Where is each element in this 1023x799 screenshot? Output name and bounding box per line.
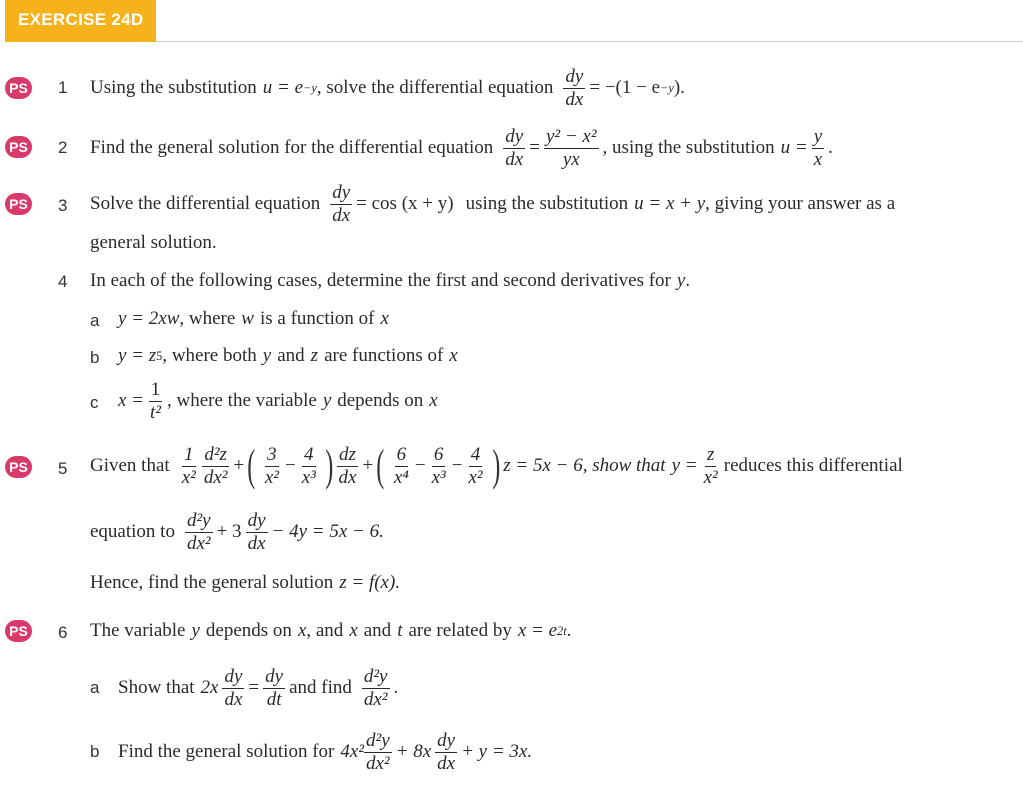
- q6-text: The variable: [90, 620, 186, 641]
- question-5-line-2: [90, 504, 384, 560]
- q6b-plus: + 8x: [395, 741, 432, 762]
- q2-rhs-den: yx: [562, 148, 580, 170]
- q4b-text-2: are functions of: [324, 345, 444, 366]
- q3-substitution: u = x + y: [634, 193, 706, 214]
- q6b-f2-num: dy: [437, 729, 456, 751]
- q5-d-num: dz: [339, 443, 356, 465]
- q6a-f1-num: dy: [224, 665, 243, 687]
- q6-text-5: are related by: [408, 620, 512, 641]
- q2-rhs-fraction: [544, 127, 599, 170]
- q6-relation-exponent: 2t: [557, 623, 567, 638]
- q5-c1-num: 3: [267, 443, 277, 465]
- q4c-var: y: [322, 390, 332, 411]
- question-6: [90, 620, 571, 642]
- q4b-and: and: [277, 345, 305, 366]
- q5-plus-2: +: [362, 455, 374, 476]
- q5-g-num: d²y: [186, 509, 211, 531]
- q4a-text: , where: [179, 308, 236, 329]
- question-2: [90, 122, 833, 174]
- part-label: a: [90, 311, 100, 330]
- q5-frac-e1: [392, 445, 411, 488]
- q4b-var-2: z: [310, 345, 319, 366]
- q6-relation-end: .: [566, 620, 572, 641]
- q5-text-3: equation to: [90, 521, 175, 542]
- q6a-f1-den: dx: [224, 688, 243, 710]
- ps-badge: PS: [5, 136, 32, 158]
- q5-frac-c1: [263, 445, 281, 488]
- q5-solution: z = f(x).: [339, 572, 401, 593]
- q6b-coefficient: 4x²: [340, 741, 364, 762]
- q5-frac-d: [337, 445, 359, 488]
- q5-frac-h: [246, 511, 268, 554]
- q2-derivative: [503, 127, 525, 170]
- q5-text: Given that: [90, 455, 170, 476]
- ps-badge: PS: [5, 77, 32, 99]
- q6a-frac-1: [222, 667, 244, 710]
- q4b-expr: y = z: [118, 345, 157, 366]
- q1-text-2: , solve the differential equation: [316, 77, 554, 98]
- q5-e2-num: 6: [433, 443, 444, 465]
- question-4b: [118, 345, 458, 367]
- right-paren: ): [325, 441, 334, 490]
- exercise-title: EXERCISE 24D: [18, 10, 144, 29]
- q4c-text: , where the variable: [167, 390, 317, 411]
- q6b-text: Find the general solution for: [118, 741, 335, 762]
- q5-e1-num: 6: [396, 443, 407, 465]
- q4c-var-2: x: [429, 390, 438, 411]
- q5-a-den: x²: [181, 466, 196, 488]
- q5-frac-e2: [430, 445, 448, 488]
- question-6a: [118, 660, 398, 716]
- q5-plus-3: + 3: [216, 521, 242, 542]
- q2-derivative-den: dx: [505, 148, 524, 170]
- q6a-equals: =: [248, 677, 260, 698]
- q4b-exponent: 5: [156, 348, 163, 363]
- q4c-text-2: depends on: [337, 390, 424, 411]
- q2-sub-num: y: [813, 125, 823, 147]
- q6-var-2: x: [297, 620, 307, 641]
- q5-frac-g: [185, 511, 213, 554]
- q1-rhs: = −(1 − e: [589, 77, 661, 98]
- q3-rhs: = cos (x + y): [356, 193, 454, 214]
- question-6b: [118, 724, 532, 780]
- q5-g-den: dx²: [186, 532, 211, 554]
- q4-end: .: [685, 270, 691, 291]
- q3-text-3: , giving your answer as a: [705, 193, 896, 214]
- q3-text: Solve the differential equation: [90, 193, 321, 214]
- part-label: c: [90, 393, 99, 412]
- q6a-f3-num: d²y: [363, 665, 388, 687]
- q4-text: In each of the following cases, determine the first and second derivatives for: [90, 270, 671, 291]
- q1-text: Using the substitution: [90, 77, 257, 98]
- q5-e3-den: x²: [468, 466, 483, 488]
- q1-sub-exponent: −y: [303, 80, 317, 95]
- question-3: [90, 178, 895, 230]
- q1-rhs-exponent: −y: [660, 80, 674, 95]
- q5-b-num: d²z: [204, 443, 227, 465]
- q2-text-2: , using the substitution: [602, 137, 775, 158]
- q5-frac-c2: [300, 445, 318, 488]
- q5-h-num: dy: [247, 509, 266, 531]
- q5-rest: − 4y = 5x − 6.: [271, 521, 384, 542]
- q5-plus: +: [233, 455, 245, 476]
- question-number: 5: [58, 459, 68, 478]
- q2-derivative-num: dy: [505, 125, 524, 147]
- left-paren: (: [376, 441, 385, 490]
- q4-var: y: [676, 270, 686, 291]
- q5-frac-e3: [466, 445, 484, 488]
- q1-derivative-den: dx: [565, 88, 584, 110]
- q5-h-den: dx: [247, 532, 266, 554]
- q5-minus-3: −: [451, 455, 463, 476]
- q2-rhs-num: y² − x²: [545, 125, 597, 147]
- q4a-var: w: [241, 308, 254, 329]
- question-5-line-3: [90, 572, 400, 594]
- q6b-f1-den: dx²: [366, 752, 390, 774]
- q5-sub-fraction: [702, 445, 720, 488]
- q5-d-den: dx: [338, 466, 357, 488]
- q5-text-2: reduces this differential: [723, 455, 903, 476]
- question-number: 4: [58, 272, 68, 291]
- q2-sub-fraction: [812, 127, 824, 170]
- q2-text: Find the general solution for the differential equation: [90, 137, 494, 158]
- q6a-end: .: [393, 677, 399, 698]
- exercise-header-tab: [5, 0, 156, 42]
- q5-minus: −: [284, 455, 296, 476]
- question-4a: [118, 308, 389, 330]
- q4c-fraction: [148, 380, 163, 423]
- q6a-f2-den: dt: [266, 688, 282, 710]
- q5-text-4: Hence, find the general solution: [90, 572, 334, 593]
- q4c-num: 1: [150, 378, 161, 400]
- q6-var-4: t: [397, 620, 403, 641]
- q3-derivative-num: dy: [332, 181, 351, 203]
- q4a-text-2: is a function of: [259, 308, 375, 329]
- q6-text-2: depends on: [205, 620, 292, 641]
- q3-continuation: general solution.: [90, 232, 217, 253]
- q6b-rest: + y = 3x.: [461, 741, 533, 762]
- q6a-frac-2: [263, 667, 285, 710]
- q6b-frac-2: [435, 731, 457, 774]
- q4b-text: , where both: [162, 345, 257, 366]
- q5-minus-2: −: [414, 455, 426, 476]
- question-number: 6: [58, 623, 68, 642]
- q3-text-2: using the substitution: [465, 193, 629, 214]
- q6a-f2-num: dy: [265, 665, 284, 687]
- q6b-f1-num: d²y: [366, 729, 390, 751]
- q2-equals: =: [529, 137, 540, 158]
- exercise-header: [0, 0, 1023, 44]
- q2-u: u =: [780, 137, 808, 158]
- q5-sub: y =: [671, 455, 698, 476]
- q5-e1-den: x⁴: [393, 466, 409, 488]
- q6-var-1: y: [191, 620, 200, 641]
- q5-frac-a: [180, 445, 198, 488]
- ps-badge: PS: [5, 620, 32, 642]
- question-5: [90, 438, 903, 494]
- q5-c2-den: x³: [301, 466, 316, 488]
- q6-var-3: x: [349, 620, 358, 641]
- question-number: 3: [58, 196, 68, 215]
- part-label: b: [90, 742, 100, 761]
- q1-substitution: u = e: [262, 77, 304, 98]
- q3-derivative-den: dx: [332, 204, 351, 226]
- q6a-frac-3: [362, 667, 390, 710]
- part-label: a: [90, 678, 100, 697]
- left-paren: (: [247, 441, 256, 490]
- q5-sub-num: z: [706, 443, 715, 465]
- q1-derivative-num: dy: [565, 65, 584, 87]
- q6a-text-2: and find: [289, 677, 352, 698]
- q2-sub-den: x: [813, 148, 823, 170]
- q6-text-4: and: [363, 620, 392, 641]
- q5-e2-den: x³: [431, 466, 446, 488]
- q6-text-3: , and: [306, 620, 344, 641]
- part-label: b: [90, 348, 100, 367]
- q6a-f3-den: dx²: [363, 688, 388, 710]
- question-4c: [118, 375, 438, 427]
- question-4: [90, 270, 690, 292]
- q5-c1-den: x²: [264, 466, 279, 488]
- q5-frac-b: [202, 445, 230, 488]
- question-number: 2: [58, 138, 68, 157]
- q3-derivative: [330, 183, 352, 226]
- q5-e3-num: 4: [470, 443, 481, 465]
- q1-derivative: [563, 67, 585, 110]
- q4a-var-2: x: [380, 308, 389, 329]
- q6a-text: Show that: [118, 677, 195, 698]
- q1-rhs-end: ).: [673, 77, 685, 98]
- q4c-den: t²: [150, 401, 161, 423]
- right-paren: ): [491, 441, 500, 490]
- question-1: [90, 62, 685, 114]
- q5-c2-num: 4: [304, 443, 314, 465]
- q4b-var-3: x: [449, 345, 458, 366]
- q5-sub-den: x²: [703, 466, 718, 488]
- q4a-expr: y = 2xw: [118, 308, 180, 329]
- q6-relation: x = e: [517, 620, 558, 641]
- q5-rhs: z = 5x − 6, show that: [503, 455, 666, 476]
- q6a-coefficient: 2x: [200, 677, 219, 698]
- q5-a-num: 1: [184, 443, 194, 465]
- q6b-f2-den: dx: [437, 752, 456, 774]
- q4b-var-1: y: [262, 345, 272, 366]
- ps-badge: PS: [5, 193, 32, 215]
- q6b-frac-1: [364, 731, 392, 774]
- q5-b-den: dx²: [203, 466, 228, 488]
- ps-badge: PS: [5, 456, 32, 478]
- question-number: 1: [58, 78, 68, 97]
- q4c-lhs: x =: [118, 390, 145, 411]
- q2-end: .: [828, 137, 833, 158]
- header-rule: [156, 41, 1023, 42]
